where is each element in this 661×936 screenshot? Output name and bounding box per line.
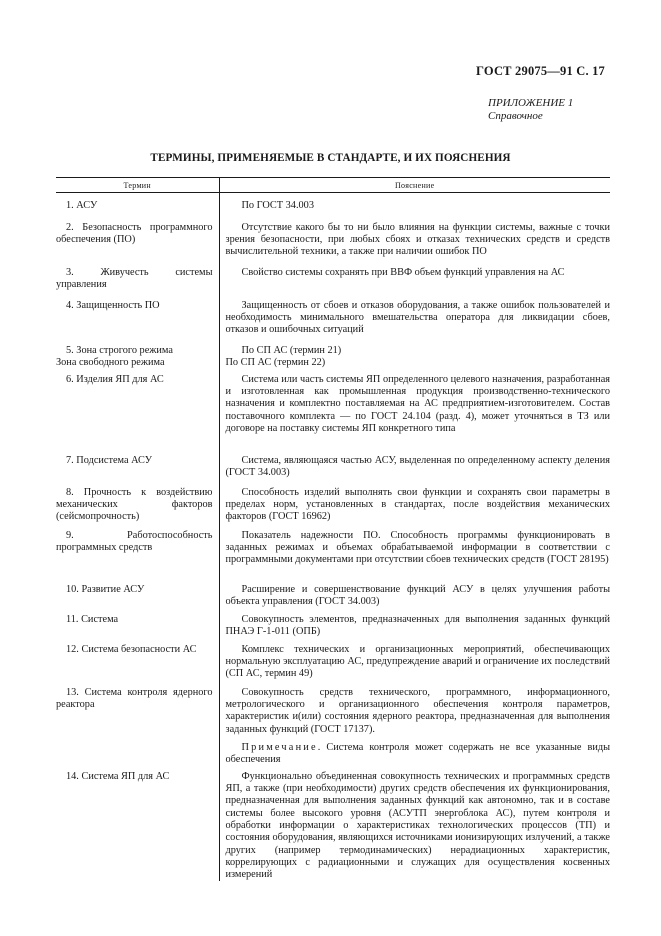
explanation-cell: Совокупность средств технического, программного, информационного, метрологического и организационного обеспечения контроля параметров, характеристик и(или) состояния ядерного реактора, предназначенная для выполнения заданных функций (ГОСТ 17137). [225, 686, 610, 735]
term-cell: 3. Живучесть системы управления [56, 267, 219, 300]
explanation-cell [219, 345, 610, 374]
explanation-cell: Показатель надежности ПО. Способность программы функционировать в заданных режимах и объемах обрабатываемой информации в соответствии с программными документами при отсутствии сбоев технических средств (ГОСТ 28195) [225, 529, 610, 566]
term-cell: 11. Система [56, 614, 219, 644]
term-cell [56, 345, 219, 374]
term-cell: 7. Подсистема АСУ [56, 455, 219, 487]
table-row [56, 687, 610, 742]
table-header-row [56, 178, 610, 193]
term-text: 5. Зона строгого режима [66, 344, 173, 356]
table-row [56, 345, 610, 374]
table-row [56, 267, 610, 300]
term-cell: 2. Безопасность программного обеспечения (ПО) [56, 222, 219, 267]
table-row [56, 644, 610, 687]
explanation-cell: По ГОСТ 34.003 [241, 200, 314, 212]
explanation-cell: Совокупность элементов, предназначенных для выполнения заданных функций ПНАЭ Г-1-011 (ОПБ) [225, 613, 610, 638]
explanation-text: По СП АС (термин 21) [241, 344, 342, 356]
table-row [56, 222, 610, 267]
explanation-cell: Расширение и совершенствование функций АСУ в целях улучшения работы объекта управления (ГОСТ 34.003) [225, 583, 610, 608]
explanation-cell: Система, являющаяся частью АСУ, выделенная по определенному аспекту деления (ГОСТ 34.003) [225, 454, 610, 479]
note-cell [219, 742, 610, 771]
table-row [56, 742, 610, 771]
term-cell: 8. Прочность к воздействию механических факторов (сейсмопрочность) [56, 487, 219, 530]
column-header-explanation: Пояснение [219, 178, 610, 193]
terms-table [56, 177, 610, 881]
note-text: . Система контроля может содержать не все указанные виды обеспечения [225, 741, 610, 766]
term-cell: 13. Система контроля ядерного реактора [56, 687, 219, 742]
table-row [56, 771, 610, 882]
table-row [56, 530, 610, 584]
column-header-term: Термин [56, 178, 219, 193]
term-cell: 4. Защищенность ПО [56, 300, 219, 345]
term-cell [56, 742, 219, 771]
table-row [56, 487, 610, 530]
term-cell: 1. АСУ [56, 193, 219, 222]
table-row [56, 614, 610, 644]
appendix-title: ПРИЛОЖЕНИЕ 1 [488, 97, 574, 109]
term-text-second: Зона свободного режима [56, 357, 165, 369]
table-row [56, 193, 610, 222]
term-cell: 12. Система безопасности АС [56, 644, 219, 687]
explanation-cell: Система или часть системы ЯП определенного целевого назначения, разработанная и изготовленная как промышленная продукция производственно-технического назначения и комплектно поставляемая на АС предприятием-изготовителем. Состав поставочного комплекта — по ГОСТ 24.104 (разд. 4), может уточняться в ТЗ или договоре на поставку системы ЯП конкретного типа [225, 373, 610, 434]
explanation-cell: Функционально объединенная совокупность технических и программных средств ЯП, а также (при необходимости) других средств обеспечения их функционирования, предназначенная для выполнения заданных функций как автономно, так и в составе системы более высокого уровня (АСУТП энергоблока АС), путем контроля и обработки информации о характеристиках технологических процессов (ТП) и состояния оборудования, являющихся источниками ионизирующих излучений, а также других (например термодинамических) нерадиационных характеристик, коррелирующих с радиационными и служащих для осуществления косвенных измерений [225, 770, 610, 881]
document-title: ТЕРМИНЫ, ПРИМЕНЯЕМЫЕ В СТАНДАРТЕ, И ИХ ПОЯСНЕНИЯ [150, 152, 511, 164]
term-cell: 6. Изделия ЯП для АС [56, 374, 219, 455]
term-cell: 10. Развитие АСУ [56, 584, 219, 614]
appendix-label [488, 97, 573, 123]
table-row [56, 300, 610, 345]
explanation-cell: Свойство системы сохранять при ВВФ объем функций управления на АС [241, 266, 565, 278]
note-label: Примечание [241, 741, 318, 753]
table-row [56, 374, 610, 455]
term-cell: 14. Система ЯП для АС [56, 771, 219, 882]
appendix-type: Справочное [488, 110, 543, 122]
table-row [56, 584, 610, 614]
page-header: ГОСТ 29075—91 С. 17 [476, 64, 605, 78]
table-row [56, 455, 610, 487]
explanation-cell: Комплекс технических и организационных мероприятий, обеспечивающих нормальную эксплуатацию АС, предупреждение аварий и ограничение их последствий (СП АС, термин 49) [225, 643, 610, 680]
term-cell: 9. Работоспособность программных средств [56, 530, 219, 584]
explanation-cell: Отсутствие какого бы то ни было влияния на функции системы, важные с точки зрения безопасности, при любых сбоях и отказах технических средств и средств вычислительной техники, а также при наличии ошибок ПО [225, 221, 610, 258]
explanation-cell: Защищенность от сбоев и отказов оборудования, а также ошибок пользователей и необходимость минимального вмешательства оператора для ликвидации сбоев, отказов и ошибочных ситуаций [225, 299, 610, 336]
explanation-cell: Способность изделий выполнять свои функции и сохранять свои параметры в пределах норм, установленных в стандартах, после воздействия механических факторов (ГОСТ 16962) [225, 486, 610, 523]
explanation-text-second: По СП АС (термин 22) [225, 357, 326, 369]
